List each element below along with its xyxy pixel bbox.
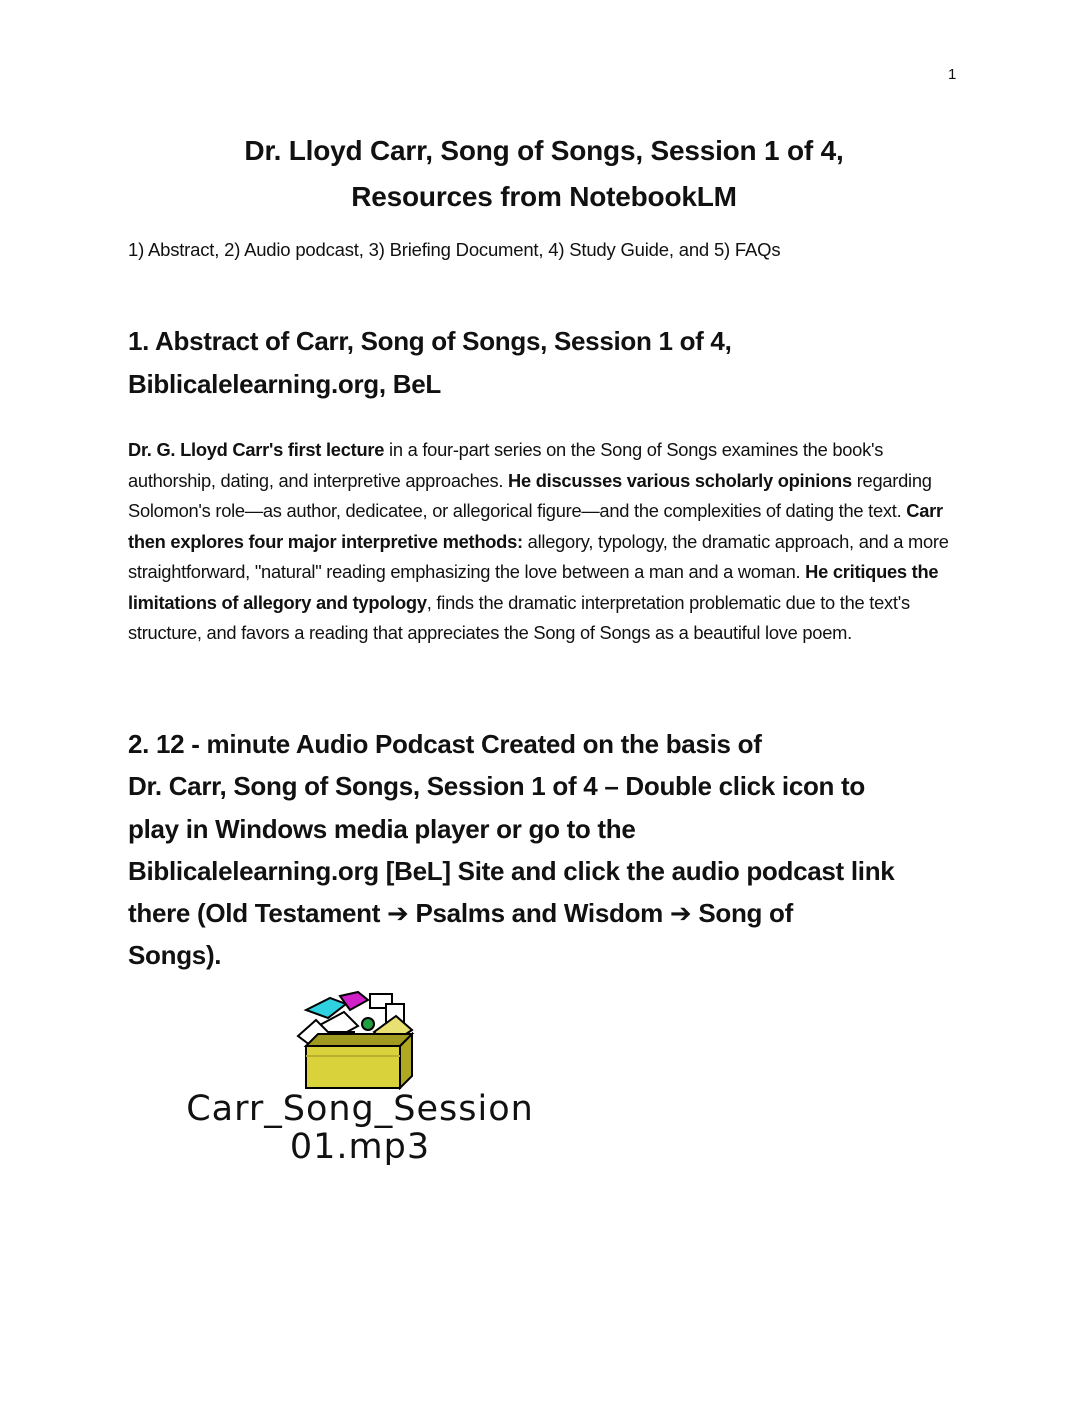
abstract-bold-phrase: He critiques the limitations of allegory and typology xyxy=(128,561,939,613)
abstract-bold-phrase: Carr then explores four major interpretive methods: xyxy=(128,500,943,552)
page-number: 1 xyxy=(948,66,957,83)
document-title-line-1: Dr. Lloyd Carr, Song of Songs, Session 1 of 4, xyxy=(244,135,844,166)
document-title xyxy=(0,128,1088,220)
podcast-heading-line-5 xyxy=(128,892,968,934)
arrow-right-icon: ➔ xyxy=(669,898,692,929)
abstract-heading-line-2: Biblicalelearning.org, BeL xyxy=(128,369,441,399)
podcast-path-text: Psalms and Wisdom xyxy=(408,898,670,929)
podcast-heading-line-6: Songs). xyxy=(128,940,222,971)
attachment-filename[interactable] xyxy=(140,1090,580,1166)
document-title-line-2: Resources from NotebookLM xyxy=(351,181,737,212)
abstract-text: regarding Solomon's role—as author, dedicatee, or allegorical figure—and the complexities of dating the text. xyxy=(128,469,932,521)
abstract-text: in a four-part series on the Song of Songs examines the book's authorship, dating, and interpretive approaches. xyxy=(128,439,884,491)
abstract-heading xyxy=(128,320,968,406)
abstract-text: , finds the dramatic interpretation problematic due to the text's structure, and favors a reading that appreciates the Song of Songs as a beautiful love poem. xyxy=(128,591,910,643)
podcast-heading xyxy=(128,723,968,977)
abstract-text: allegory, typology, the dramatic approach, and a more straightforward, "natural" reading emphasizing the love between a man and a woman. xyxy=(128,530,949,582)
arrow-right-icon: ➔ xyxy=(387,898,409,929)
abstract-heading-line-1: 1. Abstract of Carr, Song of Songs, Session 1 of 4, xyxy=(128,326,732,356)
attachment-filename-line-1: Carr_Song_Session xyxy=(186,1089,534,1129)
attachment-filename-line-2: 01.mp3 xyxy=(289,1127,431,1167)
abstract-bold-phrase: He discusses various scholarly opinions xyxy=(508,469,852,491)
podcast-path-text: there (Old Testament xyxy=(128,898,388,929)
podcast-path-text: Song of xyxy=(691,898,793,929)
podcast-heading-line-1: 2. 12 - minute Audio Podcast Created on the basis of xyxy=(128,729,762,759)
abstract-paragraph xyxy=(128,435,962,649)
audio-attachment[interactable] xyxy=(140,990,580,1180)
podcast-heading-line-4: Biblicalelearning.org [BeL] Site and click the audio podcast link xyxy=(128,855,895,886)
podcast-heading-line-2: Dr. Carr, Song of Songs, Session 1 of 4 – Double click icon to xyxy=(128,771,866,802)
abstract-bold-phrase: Dr. G. Lloyd Carr's first lecture xyxy=(128,439,385,460)
package-icon[interactable] xyxy=(288,990,418,1090)
podcast-heading-line-3: play in Windows media player or go to the xyxy=(128,813,636,844)
contents-list: 1) Abstract, 2) Audio podcast, 3) Briefing Document, 4) Study Guide, and 5) FAQs xyxy=(128,239,781,260)
